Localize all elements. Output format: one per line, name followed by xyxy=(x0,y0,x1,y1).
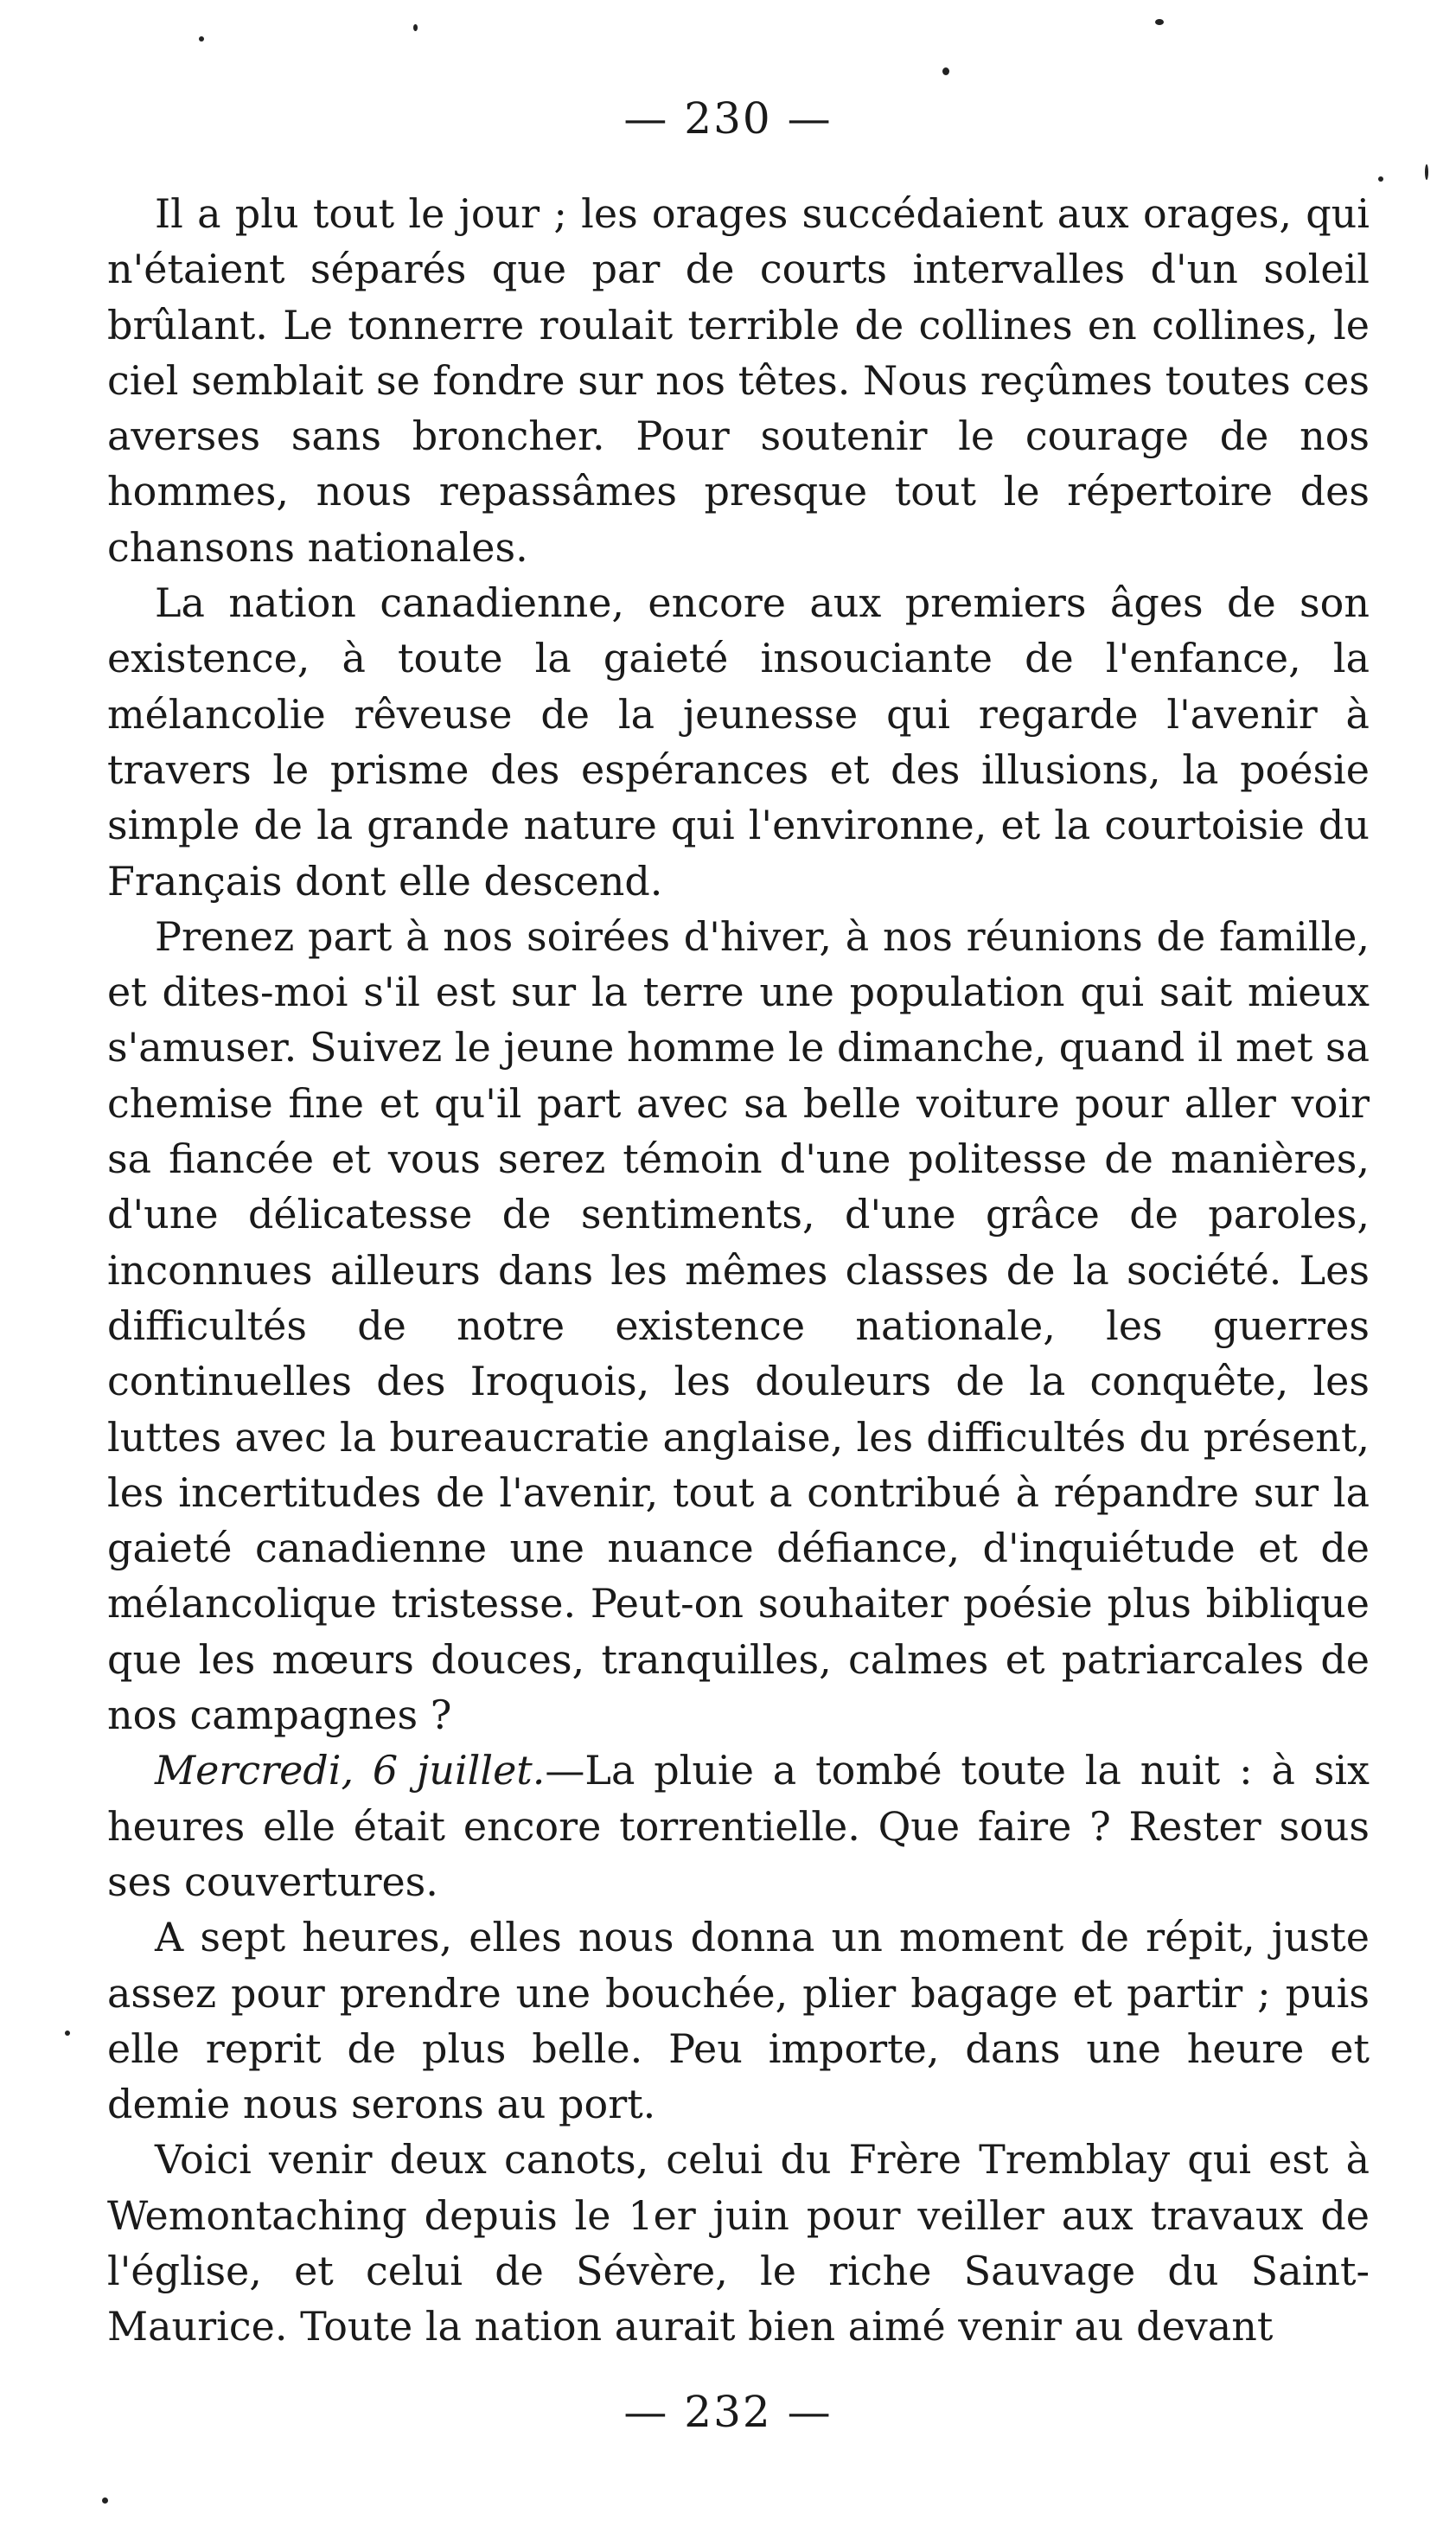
paragraph-3: Prenez part à nos soirées d'hiver, à nos réunions de famille, et dites-moi s'il est sur la terre une population qui sait mieux s'amuser. Suivez le jeune homme le dimanche, quand il met sa chemise fine et qu'il part avec sa belle voiture pour aller voir sa fiancée et vous serez témoin d'une politesse de manières, d'une délicatesse de sentiments, d'une grâce de paroles, inconnues ailleurs dans les mêmes classes de la société. Les difficultés de notre existence nationale, les guerres continuelles des Iroquois, les douleurs de la conquête, les luttes avec la bureaucratie anglaise, les difficultés du présent, les incertitudes de l'avenir, tout a contribué à répandre sur la gaieté canadienne une nuance défiance, d'inquiétude et de mélancolique tristesse. Peut-on souhaiter poésie plus biblique que les mœurs douces, tranquilles, calmes et patriarcales de nos campagnes ? xyxy=(107,912,1370,1739)
scan-speck xyxy=(942,67,949,75)
body-text xyxy=(107,186,1370,2355)
paragraph-1: Il a plu tout le jour ; les orages succédaient aux orages, qui n'étaient séparés que par de courts intervalles d'un soleil brûlant. Le tonnerre roulait terrible de collines en collines, le ciel semblait se fondre sur nos têtes. Nous reçûmes toutes ces averses sans broncher. Pour soutenir le courage de nos hommes, nous repassâmes presque tout le répertoire des chansons nationales. xyxy=(107,190,1370,571)
scan-speck xyxy=(1378,176,1383,182)
paragraph-2: La nation canadienne, encore aux premiers âges de son existence, à toute la gaieté insouciante de l'enfance, la mélancolie rêveuse de la jeunesse qui regarde l'avenir à travers le prisme des espérances et des illusions, la poésie simple de la grande nature qui l'environne, et la courtoisie du Français dont elle descend. xyxy=(107,579,1370,905)
scan-speck xyxy=(199,36,204,42)
scan-speck xyxy=(1155,19,1164,25)
paragraph-5: A sept heures, elles nous donna un moment de répit, juste assez pour prendre une bouchée, plier bagage et partir ; puis elle reprit de plus belle. Peu importe, dans une heure et demie nous serons au port. xyxy=(107,1914,1370,2128)
diary-date: Mercredi, 6 juillet. xyxy=(155,1747,546,1794)
page-header-number: — 230 — xyxy=(623,93,833,144)
scan-speck xyxy=(102,2497,108,2504)
paragraph-4 xyxy=(107,1743,1370,1909)
paragraph-6: Voici venir deux canots, celui du Frère Tremblay qui est à Wemontaching depuis le 1er juin pour veiller aux travaux de l'église, et celui de Sévère, le riche Sauvage du Saint-Maurice. Toute la nation aurait bien aimé venir au devant xyxy=(107,2136,1370,2350)
scan-speck xyxy=(1425,164,1428,180)
paragraph-4-text: —La pluie a tombé toute la nuit : à six heures elle était encore torrentielle. Que faire ? Rester sous ses couvertures. xyxy=(107,1747,1370,1905)
scan-speck xyxy=(413,24,418,31)
page-footer-number: — 232 — xyxy=(623,2387,833,2437)
scan-speck xyxy=(65,2031,70,2036)
